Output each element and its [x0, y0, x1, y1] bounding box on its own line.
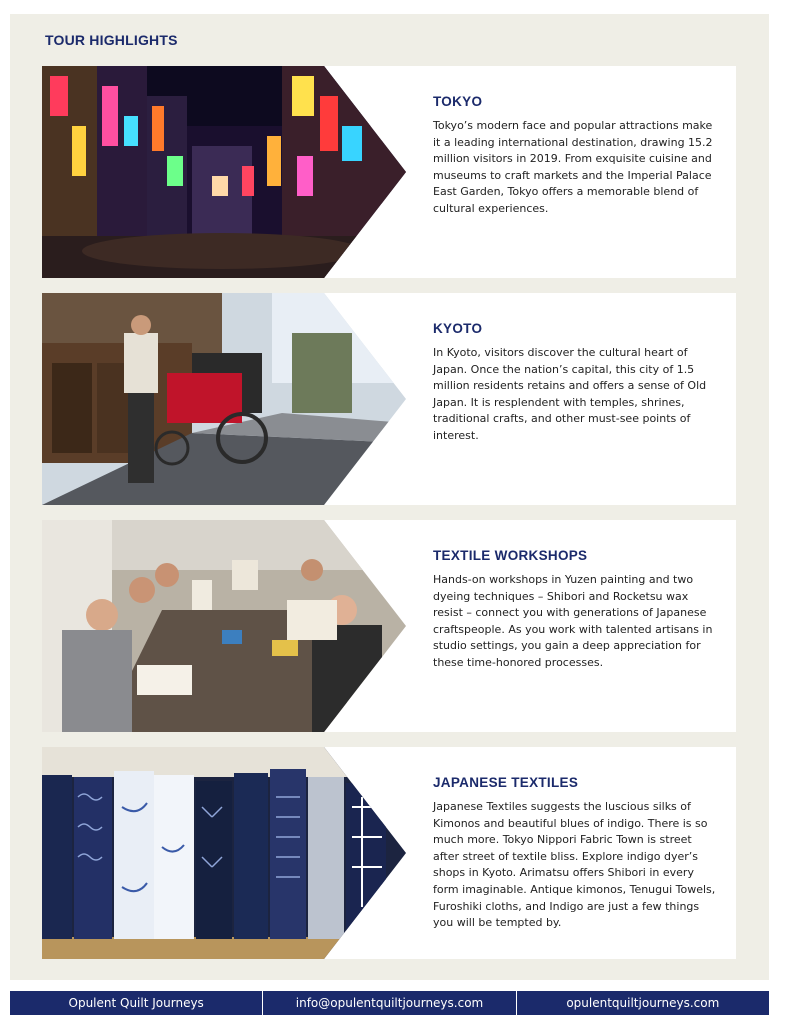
card-japanese-textiles — [42, 747, 736, 959]
card-title: JAPANESE TEXTILES — [433, 775, 579, 790]
textiles-photo — [42, 747, 406, 959]
footer-email-link[interactable]: info@opulentquiltjourneys.com — [262, 991, 515, 1015]
kyoto-photo — [42, 293, 406, 505]
footer-website-link[interactable]: opulentquiltjourneys.com — [516, 991, 769, 1015]
card-title: TEXTILE WORKSHOPS — [433, 548, 588, 563]
section-title: TOUR HIGHLIGHTS — [45, 32, 178, 48]
card-body: Hands-on workshops in Yuzen painting and two dyeing techniques – Shibori and Rocketsu wax resist – connect you with generations of Japanese craftspeople. As you work with talented artisans in studio settings, you gain a deep appreciation for these time-honored processes. — [433, 573, 713, 669]
card-body: Tokyo’s modern face and popular attractions make it a leading international destination, drawing 15.2 million visitors in 2019. From exquisite cuisine and museums to craft markets and the Imperial Palace East Garden, Tokyo offers a memorable blend of cultural experiences. — [433, 119, 713, 215]
card-body: In Kyoto, visitors discover the cultural heart of Japan. Once the nation’s capital, this city of 1.5 million residents retains and offers a sense of Old Japan. It is resplendent with temples, shrines, traditional crafts, and other must-see points of interest. — [433, 346, 707, 442]
card-title: KYOTO — [433, 321, 483, 336]
workshop-photo — [42, 520, 406, 732]
card-tokyo — [42, 66, 736, 278]
card-textile-workshops — [42, 520, 736, 732]
card-title: TOKYO — [433, 94, 483, 109]
footer-bar — [10, 991, 769, 1015]
card-kyoto — [42, 293, 736, 505]
card-body: Japanese Textiles suggests the luscious silks of Kimonos and beautiful blues of indigo. There is so much more. Tokyo Nippori Fabric Town is street after street of textile bliss. Explore indigo dyer’s shops in Kyoto. Arimatsu offers Shibori in every form imaginable. Antique kimonos, Tenugui Towels, Furoshiki cloths, and Indigo are just a few things you will be tempted by. — [433, 800, 716, 930]
footer-company: Opulent Quilt Journeys — [68, 996, 204, 1010]
tokyo-photo — [42, 66, 406, 278]
